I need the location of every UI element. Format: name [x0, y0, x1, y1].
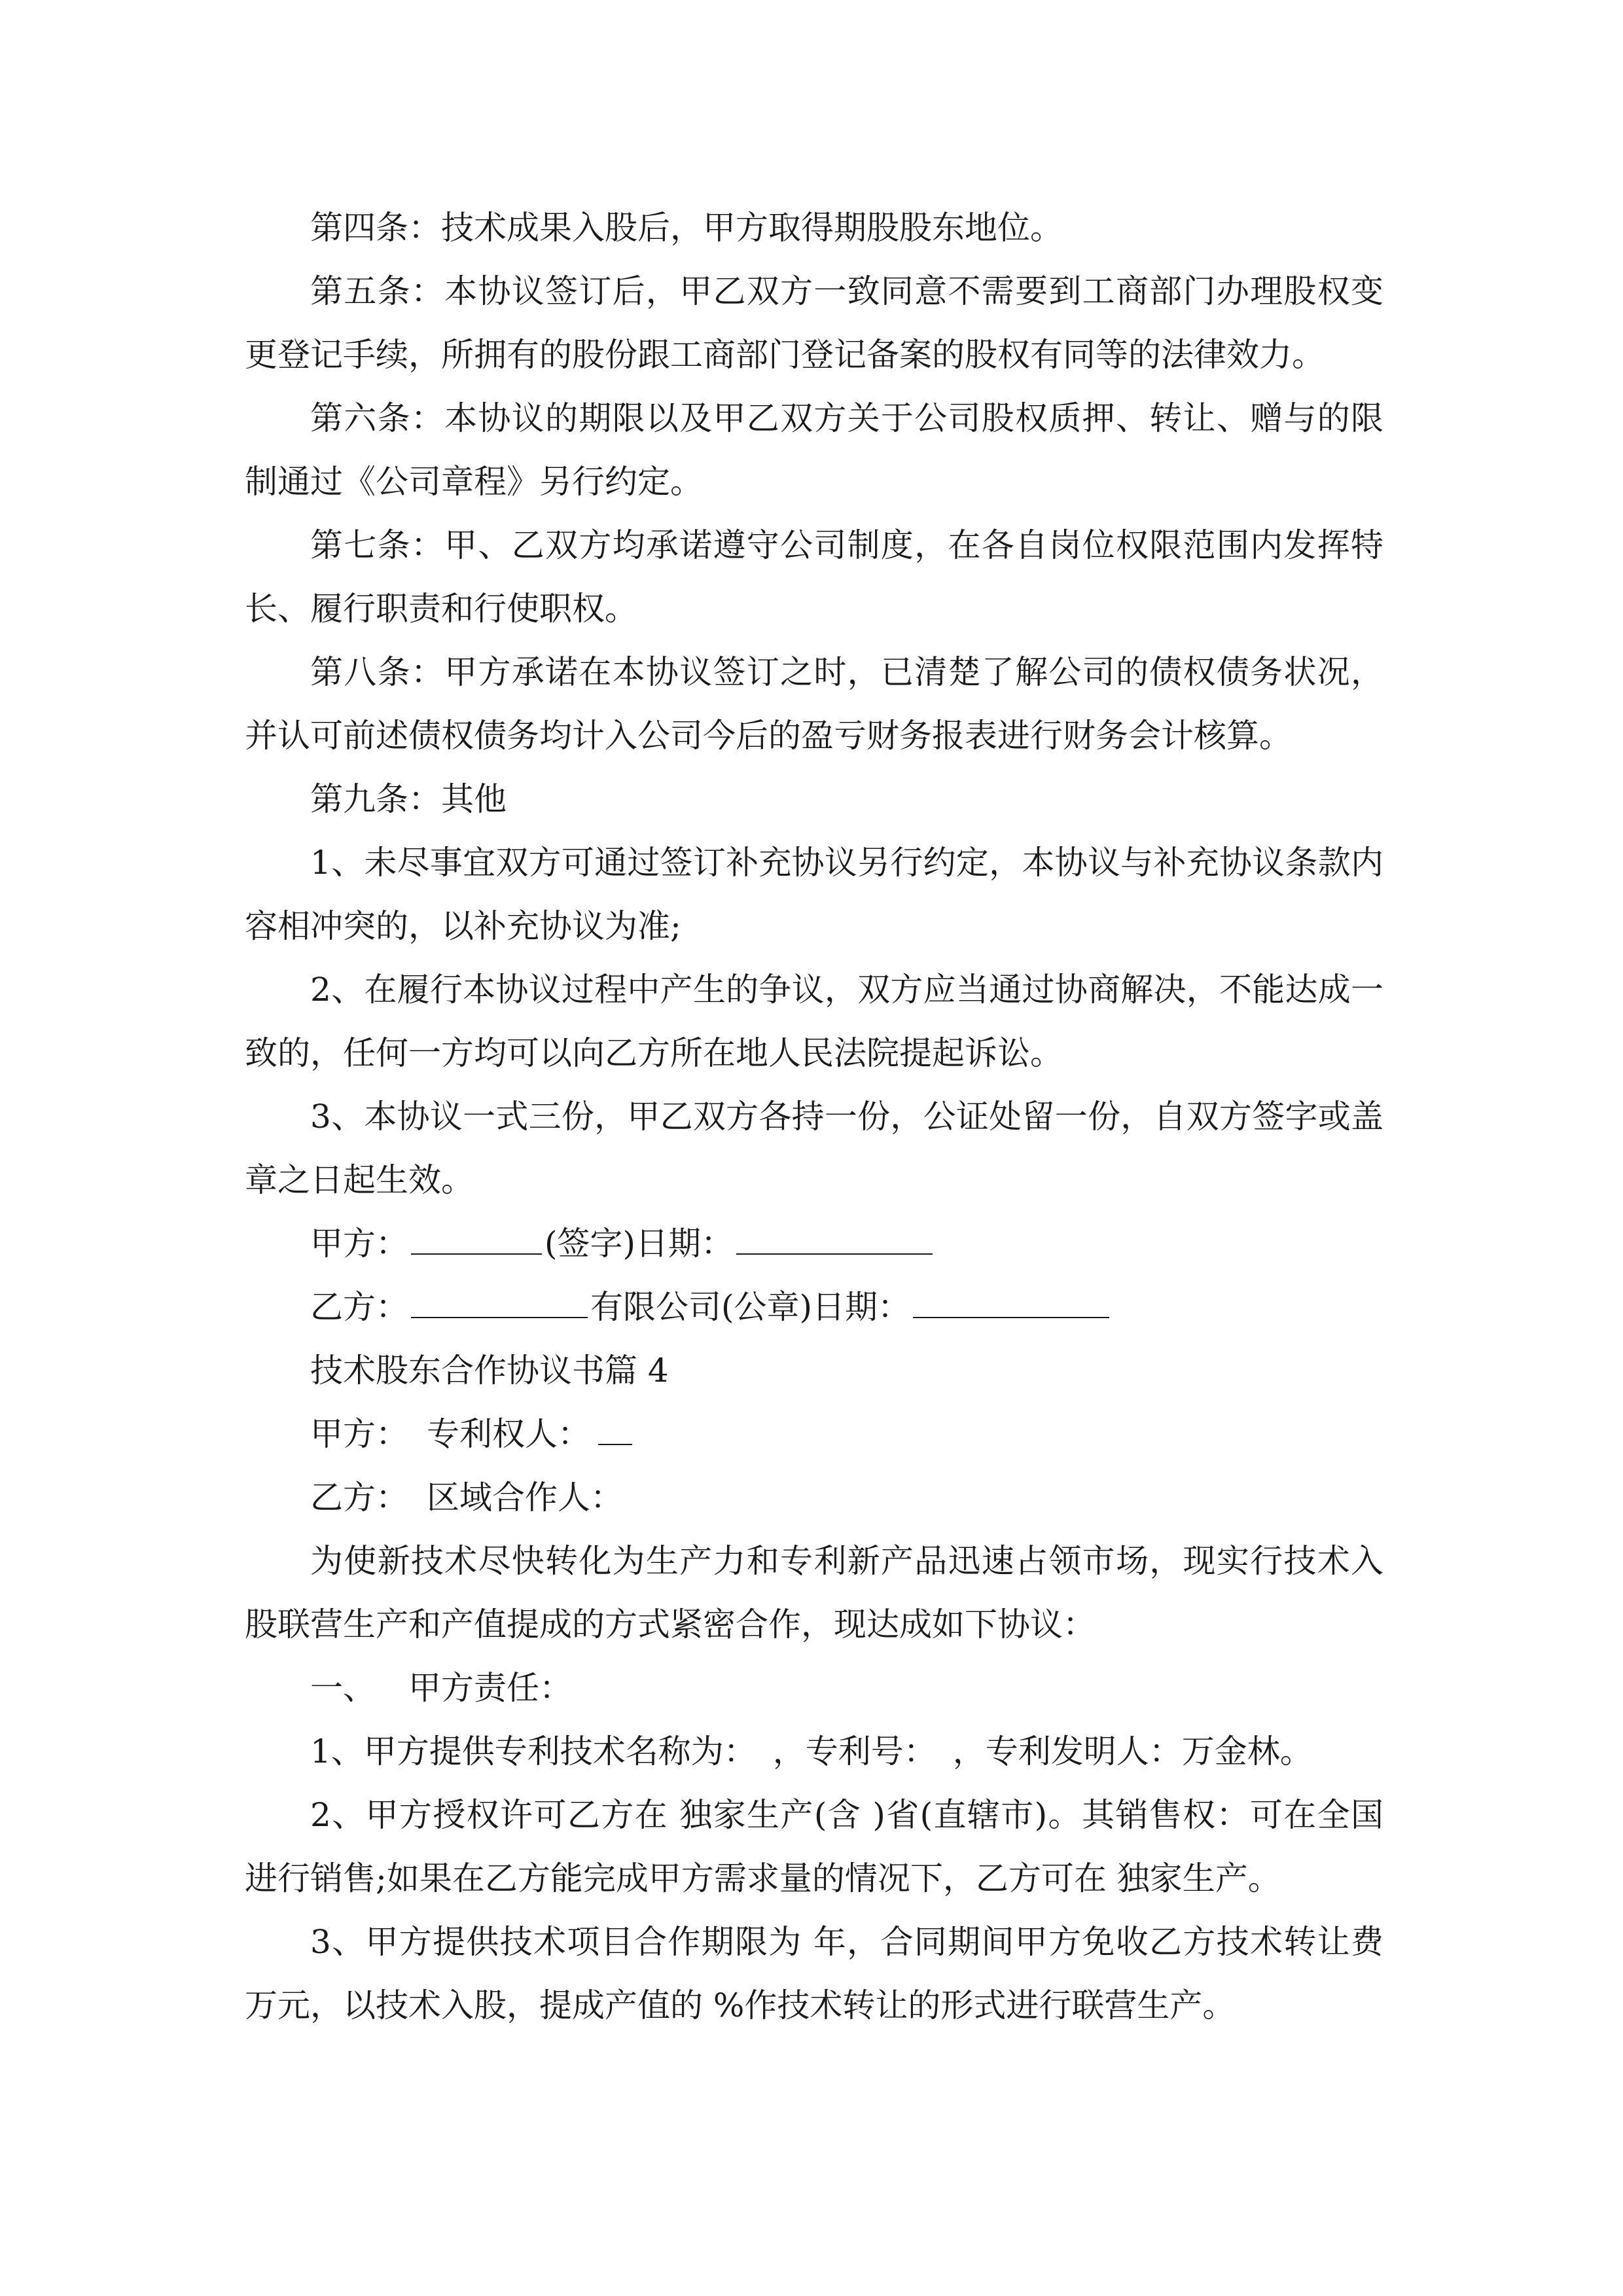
duty-item-2: 2、甲方授权许可乙方在 独家生产(含 )省(直辖市)。其销售权：可在全国进行销售;如果在乙方能完成甲方需求量的情况下，乙方可在 独家生产。 — [245, 1796, 1383, 1897]
document-body — [245, 196, 1383, 2037]
signature-line-party-a — [245, 1212, 1383, 1276]
party-a-line — [245, 1403, 1383, 1466]
party-a-role: 专利权人： — [427, 1415, 590, 1453]
signature-b-blank — [411, 1279, 588, 1318]
signature-b-mid: 有限公司(公章)日期： — [590, 1288, 911, 1326]
section-4-title: 技术股东合作协议书篇 4 — [310, 1352, 669, 1390]
date-b-blank — [913, 1279, 1109, 1318]
duty-item-1: 1、甲方提供专利技术名称为： ，专利号： ，专利发明人：万金林。 — [310, 1732, 1313, 1770]
signature-a-label: 甲方： — [310, 1225, 408, 1263]
party-b-label: 乙方： — [310, 1479, 408, 1516]
party-a-duty-number: 一、 — [310, 1669, 376, 1707]
party-a-blank — [598, 1406, 632, 1445]
article-8: 第八条：甲方承诺在本协议签订之时，已清楚了解公司的债权债务状况，并认可前述债权债务均计入公司今后的盈亏财务报表进行财务会计核算。 — [245, 653, 1383, 755]
signature-a-blank — [411, 1215, 542, 1255]
party-a-label: 甲方： — [310, 1415, 408, 1453]
signature-a-mid: (签字)日期： — [544, 1225, 734, 1263]
duty-item-3: 3、甲方提供技术项目合作期限为 年，合同期间甲方免收乙方技术转让费 万元，以技术入股，提成产值的 %作技术转让的形式进行联营生产。 — [245, 1923, 1383, 2024]
signature-line-party-b — [245, 1276, 1383, 1339]
article-6: 第六条：本协议的期限以及甲乙双方关于公司股权质押、转让、赠与的限制通过《公司章程》另行约定。 — [245, 399, 1383, 501]
article-4: 第四条：技术成果入股后，甲方取得期股股东地位。 — [310, 209, 1063, 247]
party-b-line — [245, 1466, 1383, 1530]
article-9-item-2: 2、在履行本协议过程中产生的争议，双方应当通过协商解决，不能达成一致的，任何一方均可以向乙方所在地人民法院提起诉讼。 — [245, 971, 1383, 1072]
date-a-blank — [736, 1215, 933, 1255]
party-a-duty-title: 甲方责任： — [408, 1669, 572, 1707]
article-7: 第七条：甲、乙双方均承诺遵守公司制度，在各自岗位权限范围内发挥特长、履行职责和行使职权。 — [245, 526, 1383, 628]
agreement-intro: 为使新技术尽快转化为生产力和专利新产品迅速占领市场，现实行技术入股联营生产和产值提成的方式紧密合作，现达成如下协议： — [245, 1542, 1383, 1643]
article-9-item-1: 1、未尽事宜双方可通过签订补充协议另行约定，本协议与补充协议条款内容相冲突的，以补充协议为准; — [245, 844, 1383, 945]
article-9-item-3: 3、本协议一式三份，甲乙双方各持一份，公证处留一份，自双方签字或盖章之日起生效。 — [245, 1098, 1383, 1199]
article-5: 第五条：本协议签订后，甲乙双方一致同意不需要到工商部门办理股权变更登记手续，所拥有的股份跟工商部门登记备案的股权有同等的法律效力。 — [245, 272, 1383, 374]
signature-b-label: 乙方： — [310, 1288, 408, 1326]
party-a-duty-heading — [245, 1657, 1383, 1720]
article-9-title: 第九条：其他 — [310, 780, 507, 818]
party-b-role: 区域合作人： — [427, 1479, 623, 1516]
